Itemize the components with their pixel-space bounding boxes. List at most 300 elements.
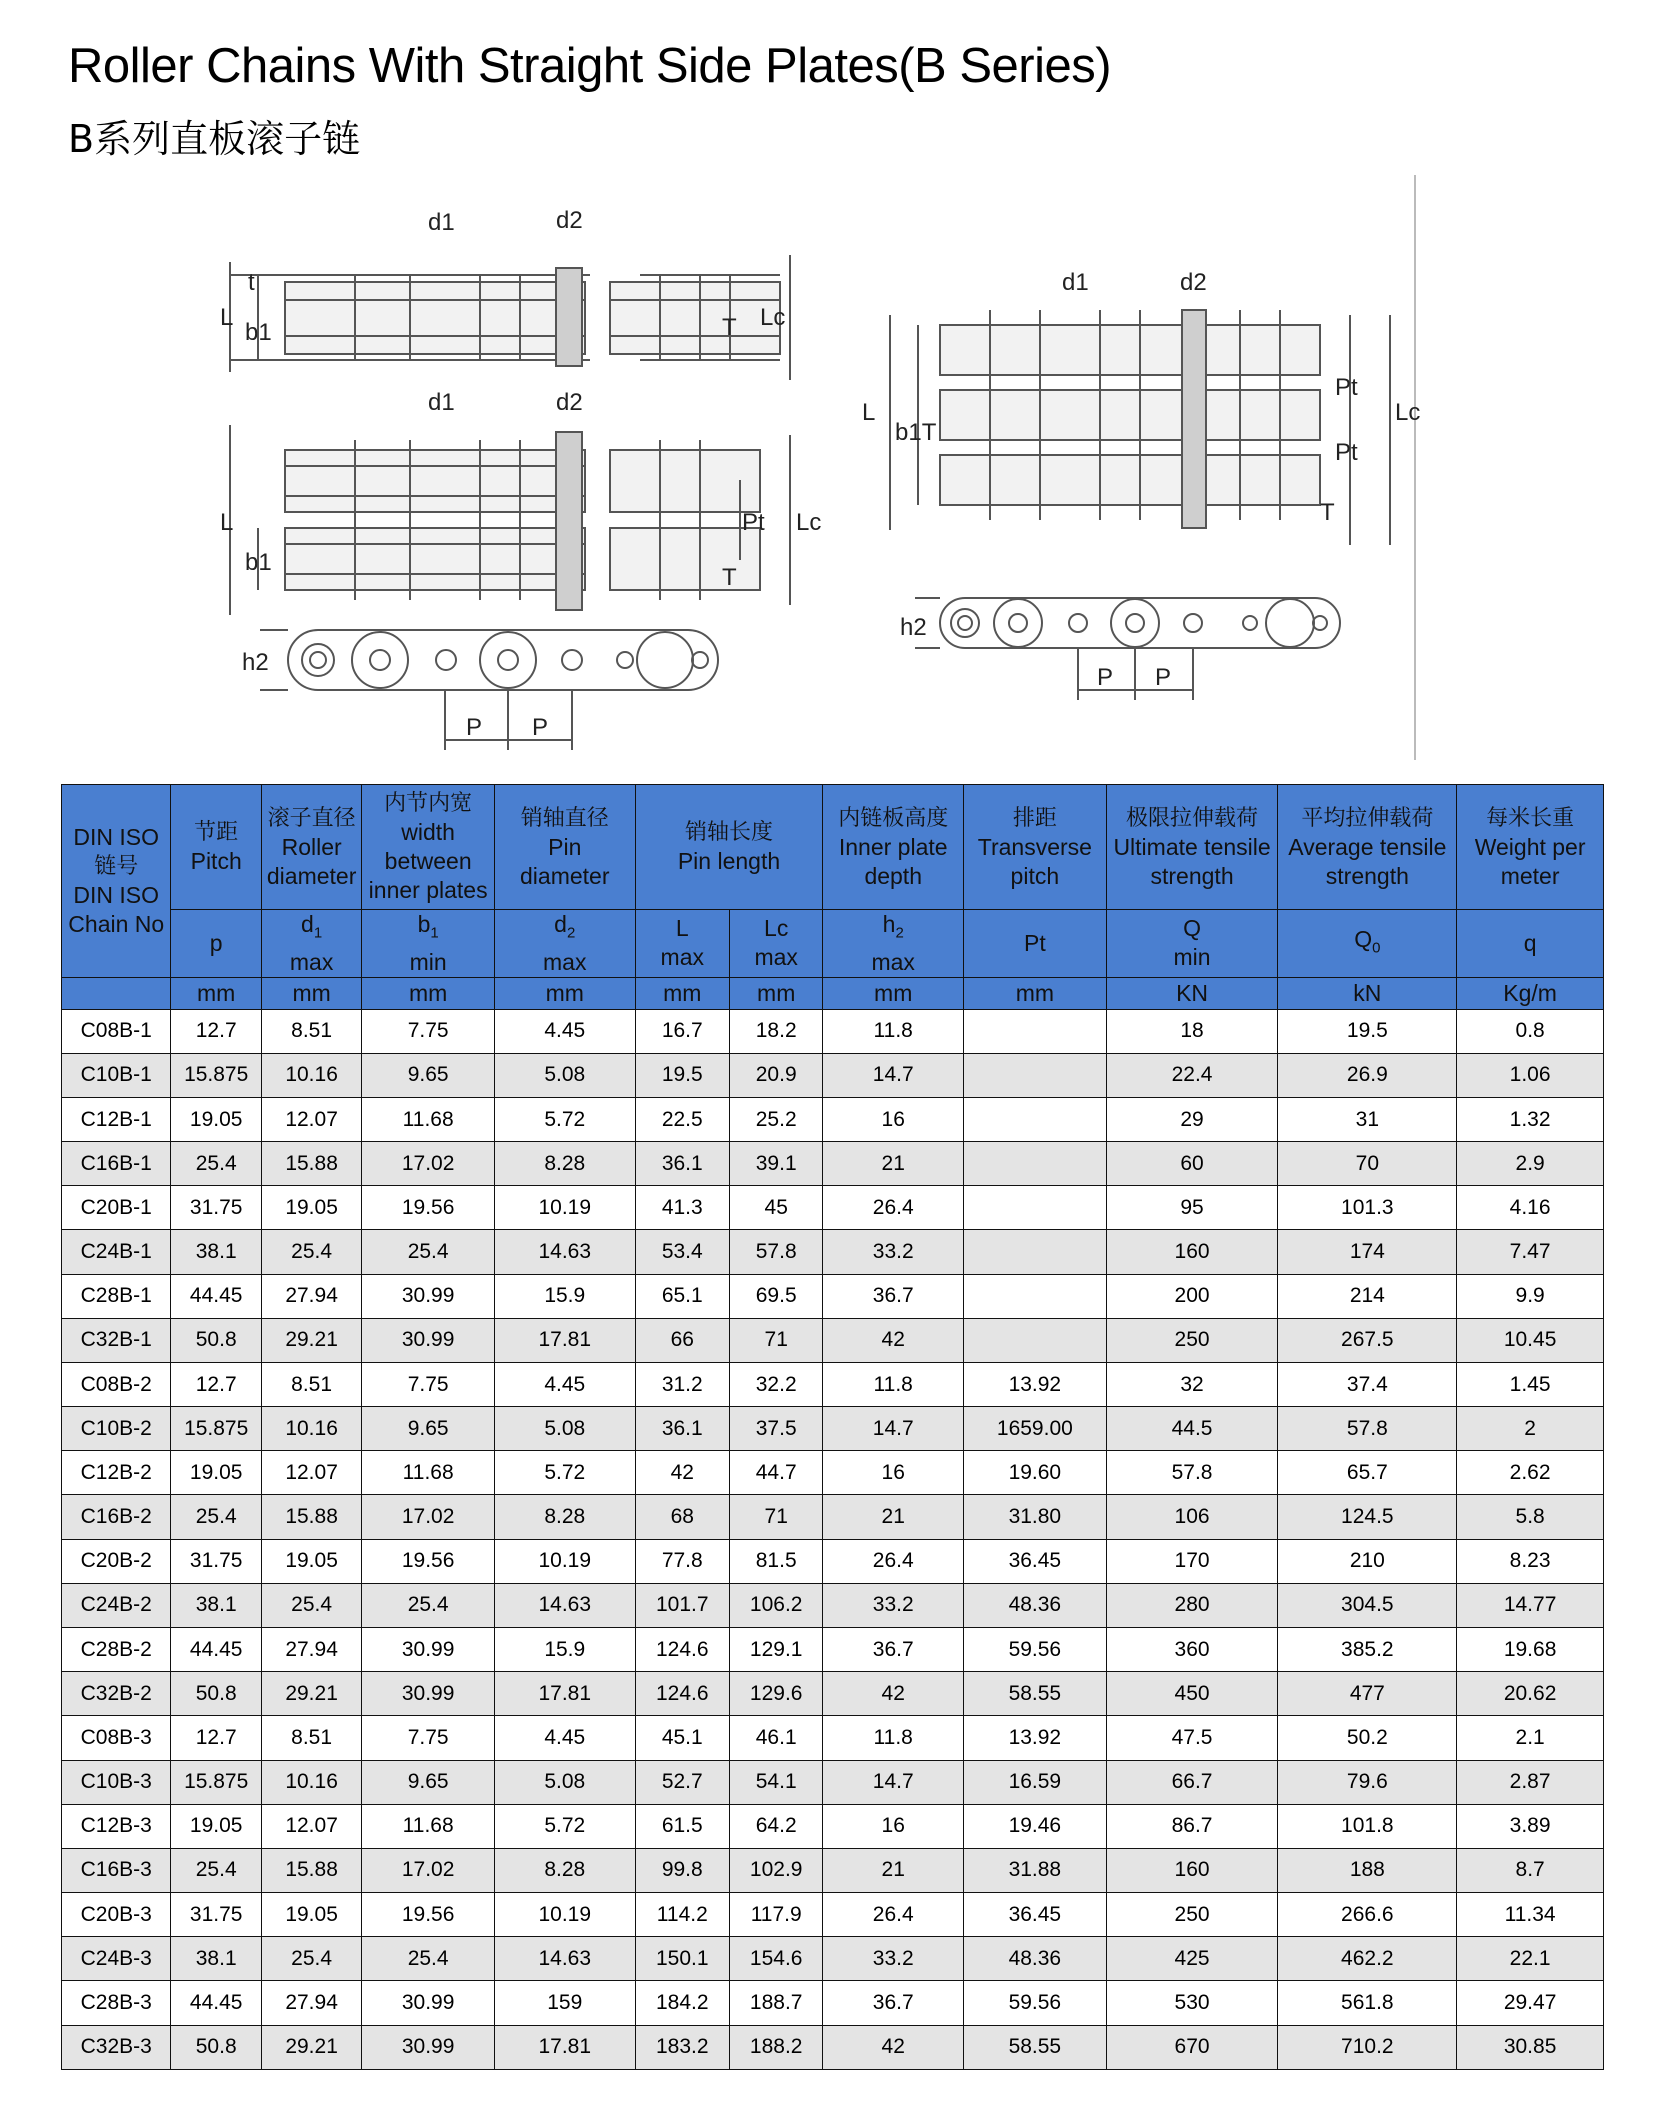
- table-cell: 5.8: [1457, 1495, 1604, 1539]
- table-cell: 39.1: [729, 1142, 822, 1186]
- table-cell: 45.1: [635, 1716, 729, 1760]
- table-cell: 160: [1106, 1848, 1278, 1892]
- table-cell-chain-no: C32B-3: [62, 2025, 171, 2069]
- table-cell: 11.8: [823, 1362, 964, 1406]
- table-cell: 188.2: [729, 2025, 822, 2069]
- label-T-double: T: [722, 564, 737, 591]
- table-cell: 50.8: [171, 1318, 261, 1362]
- table-cell-chain-no: C10B-3: [62, 1760, 171, 1804]
- table-cell: 101.7: [635, 1583, 729, 1627]
- table-cell: 46.1: [729, 1716, 822, 1760]
- table-cell-chain-no: C12B-1: [62, 1097, 171, 1141]
- table-cell: 54.1: [729, 1760, 822, 1804]
- table-cell: 19.60: [964, 1451, 1107, 1495]
- table-cell: 19.56: [362, 1186, 495, 1230]
- table-cell: 71: [729, 1495, 822, 1539]
- table-cell: 44.7: [729, 1451, 822, 1495]
- table-row: [62, 1097, 1604, 1141]
- table-cell: 29.21: [261, 2025, 361, 2069]
- table-cell: 4.45: [494, 1362, 635, 1406]
- table-cell: 65.7: [1278, 1451, 1457, 1495]
- table-cell: 170: [1106, 1539, 1278, 1583]
- header-ultimate: 极限拉伸载荷 Ultimate tensile strength: [1106, 785, 1278, 910]
- table-cell: 19.5: [635, 1053, 729, 1097]
- table-cell-chain-no: C20B-3: [62, 1893, 171, 1937]
- single-strand-drawing: [230, 255, 790, 380]
- table-cell: 12.07: [261, 1451, 361, 1495]
- table-cell: 18: [1106, 1009, 1278, 1053]
- table-cell: 25.2: [729, 1097, 822, 1141]
- label-P-1: P: [466, 714, 483, 741]
- table-cell: 106.2: [729, 1583, 822, 1627]
- table-cell: 19.05: [171, 1451, 261, 1495]
- table-cell: [964, 1230, 1107, 1274]
- table-cell: 12.07: [261, 1097, 361, 1141]
- table-cell: 7.75: [362, 1362, 495, 1406]
- table-cell: 106: [1106, 1495, 1278, 1539]
- label-Pt-double: Pt: [742, 509, 765, 536]
- unit-transverse: mm: [964, 977, 1107, 1009]
- table-cell: 184.2: [635, 1981, 729, 2025]
- table-cell: 20.9: [729, 1053, 822, 1097]
- table-cell: [964, 1142, 1107, 1186]
- symbol-Pt: Pt: [964, 910, 1107, 978]
- table-cell: 69.5: [729, 1274, 822, 1318]
- table-cell: 27.94: [261, 1628, 361, 1672]
- table-cell: 19.05: [171, 1097, 261, 1141]
- label-t: t: [248, 269, 255, 296]
- table-cell: 8.28: [494, 1495, 635, 1539]
- table-cell-chain-no: C24B-1: [62, 1230, 171, 1274]
- table-cell: 14.7: [823, 1407, 964, 1451]
- table-cell: 31.75: [171, 1539, 261, 1583]
- unit-roller: mm: [261, 977, 361, 1009]
- unit-average: kN: [1278, 977, 1457, 1009]
- table-cell: 200: [1106, 1274, 1278, 1318]
- table-cell: [964, 1009, 1107, 1053]
- table-cell: 19.68: [1457, 1628, 1604, 1672]
- table-cell: 8.23: [1457, 1539, 1604, 1583]
- table-cell: 18.2: [729, 1009, 822, 1053]
- header-average: 平均拉伸载荷 Average tensile strength: [1278, 785, 1457, 910]
- table-cell: 20.62: [1457, 1672, 1604, 1716]
- table-cell: 25.4: [362, 1937, 495, 1981]
- table-cell: 30.99: [362, 1274, 495, 1318]
- table-cell: 47.5: [1106, 1716, 1278, 1760]
- table-cell: 19.05: [261, 1893, 361, 1937]
- table-cell: 12.7: [171, 1716, 261, 1760]
- table-cell: 16: [823, 1097, 964, 1141]
- unit-Lc: mm: [729, 977, 822, 1009]
- table-cell: 25.4: [171, 1848, 261, 1892]
- table-cell: 360: [1106, 1628, 1278, 1672]
- table-cell: 129.6: [729, 1672, 822, 1716]
- table-cell: 10.19: [494, 1186, 635, 1230]
- table-row: [62, 1628, 1604, 1672]
- table-cell: 16.7: [635, 1009, 729, 1053]
- table-cell: 10.16: [261, 1760, 361, 1804]
- table-cell: 15.875: [171, 1760, 261, 1804]
- table-cell: 16: [823, 1451, 964, 1495]
- label-Lc-triple: Lc: [1395, 399, 1421, 426]
- symbol-q: q: [1457, 910, 1604, 978]
- table-cell: 42: [823, 1318, 964, 1362]
- table-cell: 48.36: [964, 1583, 1107, 1627]
- table-row: [62, 1495, 1604, 1539]
- table-cell: 2: [1457, 1407, 1604, 1451]
- table-cell: 5.08: [494, 1053, 635, 1097]
- table-row: [62, 1142, 1604, 1186]
- table-cell: 36.45: [964, 1539, 1107, 1583]
- table-cell: 11.68: [362, 1097, 495, 1141]
- table-cell: 29.21: [261, 1672, 361, 1716]
- table-cell: 31.2: [635, 1362, 729, 1406]
- table-cell: 14.7: [823, 1053, 964, 1097]
- page-title: Roller Chains With Straight Side Plates(B Series): [68, 39, 1112, 93]
- table-cell: 33.2: [823, 1937, 964, 1981]
- table-row: [62, 1186, 1604, 1230]
- table-cell: 64.2: [729, 1804, 822, 1848]
- table-cell: 10.16: [261, 1053, 361, 1097]
- table-row: [62, 1893, 1604, 1937]
- header-pitch: 节距 Pitch: [171, 785, 261, 910]
- table-row: [62, 1981, 1604, 2025]
- label-h2-right: h2: [900, 614, 927, 641]
- table-cell: 66: [635, 1318, 729, 1362]
- table-cell: 42: [823, 1672, 964, 1716]
- table-cell-chain-no: C10B-1: [62, 1053, 171, 1097]
- table-cell: 58.55: [964, 1672, 1107, 1716]
- table-cell: 15.88: [261, 1142, 361, 1186]
- table-cell: 17.02: [362, 1495, 495, 1539]
- plate-side-view-right: [915, 598, 1340, 700]
- table-cell: 11.8: [823, 1716, 964, 1760]
- table-cell: 57.8: [1106, 1451, 1278, 1495]
- triple-strand-drawing: [890, 175, 1415, 760]
- table-cell: 36.1: [635, 1407, 729, 1451]
- table-cell: 14.63: [494, 1230, 635, 1274]
- table-cell: 13.92: [964, 1362, 1107, 1406]
- table-cell: 9.65: [362, 1053, 495, 1097]
- chain-drawings: [0, 150, 1653, 780]
- table-cell: 9.9: [1457, 1274, 1604, 1318]
- symbol-Lc: Lc max: [729, 910, 822, 978]
- unit-blank: [62, 977, 171, 1009]
- table-cell: 19.05: [261, 1186, 361, 1230]
- table-cell: 27.94: [261, 1274, 361, 1318]
- table-cell: 450: [1106, 1672, 1278, 1716]
- label-d1-triple: d1: [1062, 269, 1089, 296]
- table-cell: 150.1: [635, 1937, 729, 1981]
- unit-pin-dia: mm: [494, 977, 635, 1009]
- table-cell-chain-no: C12B-3: [62, 1804, 171, 1848]
- table-cell: 8.51: [261, 1716, 361, 1760]
- table-cell: 21: [823, 1495, 964, 1539]
- table-cell: 10.45: [1457, 1318, 1604, 1362]
- label-L: L: [220, 304, 234, 331]
- table-cell-chain-no: C20B-2: [62, 1539, 171, 1583]
- table-cell-chain-no: C32B-2: [62, 1672, 171, 1716]
- symbol-d1: $d_1$ max: [261, 910, 361, 978]
- table-cell: 25.4: [171, 1495, 261, 1539]
- table-cell: 267.5: [1278, 1318, 1457, 1362]
- table-cell: 477: [1278, 1672, 1457, 1716]
- table-cell: 12.07: [261, 1804, 361, 1848]
- table-cell: 30.99: [362, 1318, 495, 1362]
- table-cell-chain-no: C08B-1: [62, 1009, 171, 1053]
- label-P-right-1: P: [1097, 664, 1114, 691]
- table-cell: 22.1: [1457, 1937, 1604, 1981]
- table-row: [62, 1760, 1604, 1804]
- table-cell: 71: [729, 1318, 822, 1362]
- table-cell: 19.46: [964, 1804, 1107, 1848]
- table-cell: 27.94: [261, 1981, 361, 2025]
- table-cell: 188: [1278, 1848, 1457, 1892]
- table-cell: 11.68: [362, 1804, 495, 1848]
- table-cell: 12.7: [171, 1362, 261, 1406]
- table-cell: 25.4: [362, 1230, 495, 1274]
- header-chain-no: DIN ISO 链号 DIN ISO Chain No: [62, 785, 171, 978]
- plate-side-view-left: [260, 630, 718, 750]
- table-cell: [964, 1274, 1107, 1318]
- table-cell: 17.81: [494, 2025, 635, 2069]
- table-row: [62, 1274, 1604, 1318]
- table-cell: 70: [1278, 1142, 1457, 1186]
- table-cell: 214: [1278, 1274, 1457, 1318]
- table-cell: 36.45: [964, 1893, 1107, 1937]
- table-cell-chain-no: C16B-1: [62, 1142, 171, 1186]
- table-cell: 17.02: [362, 1848, 495, 1892]
- table-cell: 19.56: [362, 1893, 495, 1937]
- table-cell: 99.8: [635, 1848, 729, 1892]
- table-cell: 14.7: [823, 1760, 964, 1804]
- table-cell: 154.6: [729, 1937, 822, 1981]
- table-cell: 4.45: [494, 1009, 635, 1053]
- table-cell: 95: [1106, 1186, 1278, 1230]
- table-cell: 101.8: [1278, 1804, 1457, 1848]
- table-cell: 11.8: [823, 1009, 964, 1053]
- table-cell: 17.81: [494, 1672, 635, 1716]
- table-row: [62, 1672, 1604, 1716]
- table-cell: [964, 1318, 1107, 1362]
- table-cell: 280: [1106, 1583, 1278, 1627]
- table-cell: 44.5: [1106, 1407, 1278, 1451]
- table-cell: 9.65: [362, 1760, 495, 1804]
- table-cell: 52.7: [635, 1760, 729, 1804]
- table-row: [62, 1804, 1604, 1848]
- table-cell: 59.56: [964, 1981, 1107, 2025]
- label-P-2: P: [532, 714, 549, 741]
- table-cell: 58.55: [964, 2025, 1107, 2069]
- table-cell: 57.8: [1278, 1407, 1457, 1451]
- table-cell: 36.7: [823, 1274, 964, 1318]
- table-cell: 15.9: [494, 1628, 635, 1672]
- table-cell: 36.1: [635, 1142, 729, 1186]
- symbol-Q: Q min: [1106, 910, 1278, 978]
- table-cell: 86.7: [1106, 1804, 1278, 1848]
- label-P-right-2: P: [1155, 664, 1172, 691]
- symbol-p: p: [171, 910, 261, 978]
- table-cell-chain-no: C16B-2: [62, 1495, 171, 1539]
- table-row: [62, 1407, 1604, 1451]
- table-cell: 41.3: [635, 1186, 729, 1230]
- table-cell: 42: [635, 1451, 729, 1495]
- unit-weight: Kg/m: [1457, 977, 1604, 1009]
- table-cell: 188.7: [729, 1981, 822, 2025]
- symbol-h2: $h_2$ max: [823, 910, 964, 978]
- table-cell: 31.80: [964, 1495, 1107, 1539]
- table-cell: 25.4: [261, 1937, 361, 1981]
- symbol-b1: $b_1$ min: [362, 910, 495, 978]
- table-cell: 31.75: [171, 1186, 261, 1230]
- table-cell: 26.4: [823, 1893, 964, 1937]
- table-cell: 36.7: [823, 1981, 964, 2025]
- symbol-d2: $d_2$ max: [494, 910, 635, 978]
- table-cell: 44.45: [171, 1628, 261, 1672]
- table-row: [62, 1716, 1604, 1760]
- table-cell: 124.5: [1278, 1495, 1457, 1539]
- table-cell: 114.2: [635, 1893, 729, 1937]
- table-cell: [964, 1186, 1107, 1230]
- table-cell: 48.36: [964, 1937, 1107, 1981]
- table-cell-chain-no: C20B-1: [62, 1186, 171, 1230]
- label-b1: b1: [245, 319, 272, 346]
- table-cell: 530: [1106, 1981, 1278, 2025]
- header-inner-plate: 内链板高度 Inner plate depth: [823, 785, 964, 910]
- label-Pt-triple-1: Pt: [1335, 374, 1358, 401]
- table-cell: 31.88: [964, 1848, 1107, 1892]
- label-T-triple: T: [1320, 499, 1335, 526]
- label-Lc: Lc: [760, 304, 786, 331]
- table-cell: 25.4: [261, 1583, 361, 1627]
- table-cell-chain-no: C24B-3: [62, 1937, 171, 1981]
- table-cell: 8.7: [1457, 1848, 1604, 1892]
- table-cell: 174: [1278, 1230, 1457, 1274]
- table-cell: 13.92: [964, 1716, 1107, 1760]
- table-cell: 8.28: [494, 1142, 635, 1186]
- table-cell: 45: [729, 1186, 822, 1230]
- table-cell: 66.7: [1106, 1760, 1278, 1804]
- table-cell: 19.05: [171, 1804, 261, 1848]
- spec-table: [61, 784, 1604, 2070]
- table-cell: 19.5: [1278, 1009, 1457, 1053]
- table-cell: 14.77: [1457, 1583, 1604, 1627]
- table-cell: 44.45: [171, 1274, 261, 1318]
- table-cell: 8.51: [261, 1362, 361, 1406]
- table-cell: 15.88: [261, 1495, 361, 1539]
- table-cell: 16: [823, 1804, 964, 1848]
- table-cell: 14.63: [494, 1583, 635, 1627]
- label-d2-triple: d2: [1180, 269, 1207, 296]
- table-cell: 21: [823, 1848, 964, 1892]
- label-d1-double: d1: [428, 389, 455, 416]
- table-cell: 17.81: [494, 1318, 635, 1362]
- table-cell: 37.5: [729, 1407, 822, 1451]
- unit-L: mm: [635, 977, 729, 1009]
- table-row: [62, 1937, 1604, 1981]
- table-cell: 304.5: [1278, 1583, 1457, 1627]
- table-cell: 10.19: [494, 1893, 635, 1937]
- label-L-triple: L: [862, 399, 876, 426]
- table-cell: 7.47: [1457, 1230, 1604, 1274]
- chain-diagram-svg: [0, 150, 1653, 780]
- table-cell: 670: [1106, 2025, 1278, 2069]
- label-L-double: L: [220, 509, 234, 536]
- table-cell-chain-no: C28B-3: [62, 1981, 171, 2025]
- unit-plate: mm: [823, 977, 964, 1009]
- table-cell: 159: [494, 1981, 635, 2025]
- table-cell: 33.2: [823, 1583, 964, 1627]
- table-cell: 68: [635, 1495, 729, 1539]
- table-cell: 37.4: [1278, 1362, 1457, 1406]
- table-cell: 21: [823, 1142, 964, 1186]
- table-row: [62, 1053, 1604, 1097]
- table-cell: 25.4: [362, 1583, 495, 1627]
- table-cell: 30.99: [362, 1672, 495, 1716]
- table-cell: 22.5: [635, 1097, 729, 1141]
- table-cell: 11.34: [1457, 1893, 1604, 1937]
- table-cell: 1659.00: [964, 1407, 1107, 1451]
- table-cell: 22.4: [1106, 1053, 1278, 1097]
- table-cell: 5.72: [494, 1097, 635, 1141]
- header-weight: 每米长重 Weight per meter: [1457, 785, 1604, 910]
- table-cell: 42: [823, 2025, 964, 2069]
- table-cell: 7.75: [362, 1716, 495, 1760]
- table-cell: 38.1: [171, 1230, 261, 1274]
- table-cell: 5.72: [494, 1451, 635, 1495]
- header-width: 内节内宽 width between inner plates: [362, 785, 495, 910]
- label-b1T-triple: b1T: [895, 419, 937, 446]
- table-row: [62, 1451, 1604, 1495]
- table-cell: 2.87: [1457, 1760, 1604, 1804]
- label-b1-double: b1: [245, 549, 272, 576]
- table-cell: 17.02: [362, 1142, 495, 1186]
- table-cell: 160: [1106, 1230, 1278, 1274]
- table-cell-chain-no: C24B-2: [62, 1583, 171, 1627]
- label-T: T: [722, 314, 737, 341]
- table-cell-chain-no: C08B-2: [62, 1362, 171, 1406]
- table-cell: 10.16: [261, 1407, 361, 1451]
- table-cell: 2.9: [1457, 1142, 1604, 1186]
- table-cell: 250: [1106, 1318, 1278, 1362]
- table-cell: 33.2: [823, 1230, 964, 1274]
- table-cell: 15.875: [171, 1053, 261, 1097]
- double-strand-drawing: [230, 425, 790, 615]
- table-cell: 50.8: [171, 1672, 261, 1716]
- table-cell: 4.16: [1457, 1186, 1604, 1230]
- table-cell: 210: [1278, 1539, 1457, 1583]
- label-h2: h2: [242, 649, 269, 676]
- header-roller: 滚子直径 Roller diameter: [261, 785, 361, 910]
- symbol-Q0: $Q_0$: [1278, 910, 1457, 978]
- header-transverse: 排距 Transverse pitch: [964, 785, 1107, 910]
- table-cell: 10.19: [494, 1539, 635, 1583]
- table-cell: 102.9: [729, 1848, 822, 1892]
- table-cell: [964, 1053, 1107, 1097]
- table-cell-chain-no: C10B-2: [62, 1407, 171, 1451]
- table-cell: 38.1: [171, 1937, 261, 1981]
- table-cell: 183.2: [635, 2025, 729, 2069]
- table-cell-chain-no: C12B-2: [62, 1451, 171, 1495]
- table-cell: 1.06: [1457, 1053, 1604, 1097]
- table-cell: 25.4: [261, 1230, 361, 1274]
- label-Pt-triple-2: Pt: [1335, 439, 1358, 466]
- table-cell: 7.75: [362, 1009, 495, 1053]
- table-cell: 0.8: [1457, 1009, 1604, 1053]
- table-cell: 8.28: [494, 1848, 635, 1892]
- table-cell: 30.85: [1457, 2025, 1604, 2069]
- table-cell: 15.875: [171, 1407, 261, 1451]
